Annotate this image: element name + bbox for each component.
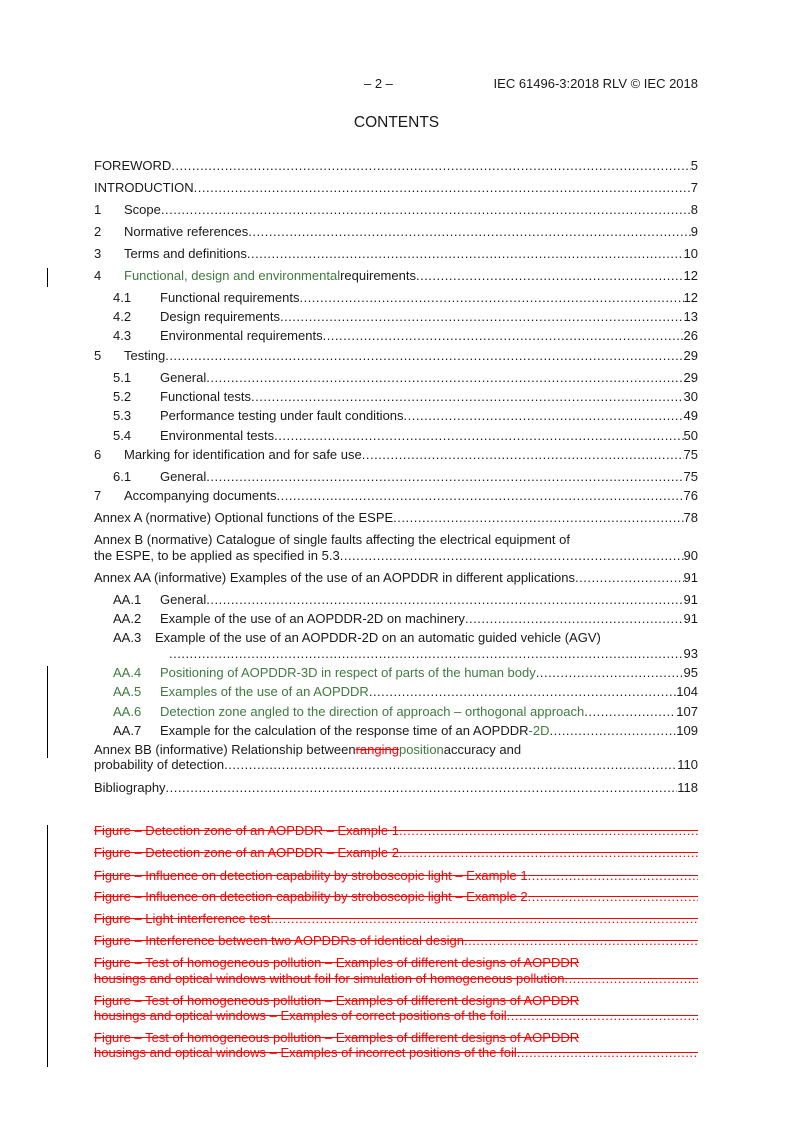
toc-entry-page: 30 (683, 389, 698, 404)
toc-entry-number: 6.1 (113, 469, 132, 484)
dot-leader (575, 570, 684, 586)
toc-entry-title: position (398, 742, 444, 757)
toc-entry-title: Terms and definitions (124, 246, 247, 261)
toc-entry[interactable] (94, 268, 698, 284)
toc-entry-number: 5.2 (113, 389, 132, 404)
toc-entry-title: requirements (340, 268, 416, 283)
figure-entry[interactable] (94, 1008, 698, 1024)
dot-leader (416, 268, 684, 284)
dot-leader (247, 246, 684, 262)
toc-entry-page: 10 (683, 246, 698, 261)
dot-leader (206, 370, 683, 386)
dot-leader (549, 723, 676, 739)
dot-leader (206, 469, 683, 485)
dot-leader (528, 889, 698, 905)
dot-leader (171, 158, 690, 174)
toc-entry-title: Scope (124, 202, 161, 217)
toc-entry-number: 4.2 (113, 309, 132, 324)
dot-leader (399, 823, 698, 839)
toc-entry[interactable] (94, 723, 698, 739)
indent (94, 646, 169, 662)
toc-entry-page: 9 (690, 224, 698, 239)
toc-entry-title: Marking for identification and for safe use (124, 447, 362, 462)
figure-entry[interactable] (94, 971, 698, 987)
toc-entry-page: 29 (683, 370, 698, 385)
figure-entry-title: housings and optical windows – Examples of correct positions of the foil (94, 1008, 507, 1023)
toc-entry-title: Testing (124, 348, 166, 363)
toc-entry-title: Annex A (normative) Optional functions of the ESPE (94, 510, 394, 525)
dot-leader (393, 510, 683, 526)
toc-entry-page: 110 (677, 757, 698, 772)
toc-entry[interactable] (94, 202, 698, 218)
toc-entry-page: 5 (690, 158, 698, 173)
dot-leader (369, 684, 676, 700)
toc-entry[interactable] (94, 328, 698, 344)
toc-entry-title: Environmental tests (160, 428, 275, 443)
toc-entry[interactable] (94, 592, 698, 608)
toc-entry-number: AA.4 (113, 665, 142, 680)
toc-entry[interactable] (94, 246, 698, 262)
figure-entry-title: Figure – Influence on detection capability by stroboscopic light – Example 2 (94, 889, 528, 904)
toc-entry[interactable] (94, 742, 698, 758)
dot-leader (206, 592, 683, 608)
toc-entry[interactable] (94, 532, 698, 548)
toc-entry-number: 5 (94, 348, 102, 363)
toc-entry[interactable] (94, 548, 698, 564)
toc-entry[interactable] (94, 389, 698, 405)
toc-entry-page: 78 (683, 510, 698, 525)
dot-leader (584, 704, 676, 720)
dot-leader (274, 428, 683, 444)
dot-leader (564, 971, 698, 987)
toc-entry-title: Design requirements (160, 309, 280, 324)
figure-entry-title: Figure – Influence on detection capability by stroboscopic light – Example 1 (94, 868, 528, 883)
figure-entry[interactable] (94, 845, 698, 861)
toc-entry[interactable] (94, 570, 698, 586)
toc-entry-title: Normative references (124, 224, 249, 239)
figure-entry-title: Figure – Test of homogeneous pollution – Examples of different designs of AOPDDR (94, 993, 580, 1008)
toc-entry-title: the ESPE, to be applied as specified in 5.3 (94, 548, 340, 563)
figure-entry-title: Figure – Test of homogeneous pollution – Examples of different designs of AOPDDR (94, 1030, 580, 1045)
toc-entry-title: Functional tests (160, 389, 252, 404)
toc-entry-number: 4.3 (113, 328, 132, 343)
figure-entry[interactable] (94, 993, 698, 1009)
figure-entry-title: Figure – Detection zone of an AOPDDR – Example 1 (94, 823, 399, 838)
standard-reference: IEC 61496-3:2018 RLV © IEC 2018 (493, 76, 698, 91)
toc-entry-page: 29 (683, 348, 698, 363)
dot-leader (166, 780, 678, 796)
figure-entry-title: Figure – Test of homogeneous pollution – Examples of different designs of AOPDDR (94, 955, 580, 970)
toc-entry-number: 6 (94, 447, 102, 462)
toc-entry-page: 8 (690, 202, 698, 217)
dot-leader (507, 1008, 698, 1024)
toc-entry[interactable] (94, 757, 698, 773)
figure-entry[interactable] (94, 823, 698, 839)
toc-entry-page: 12 (683, 290, 698, 305)
toc-entry[interactable] (94, 684, 698, 700)
toc-entry-number: 1 (94, 202, 102, 217)
toc-entry-page: 26 (683, 328, 698, 343)
figure-entry-title: Figure – Interference between two AOPDDRs of identical design (94, 933, 464, 948)
toc-entry-page: 7 (690, 180, 698, 195)
dot-leader (194, 180, 691, 196)
figure-entry[interactable] (94, 868, 698, 884)
toc-entry[interactable] (94, 447, 698, 463)
toc-entry[interactable] (94, 780, 698, 796)
toc-entry[interactable] (94, 630, 698, 646)
toc-entry-title: Environmental requirements (160, 328, 323, 343)
toc-entry-title: Examples of the use of an AOPDDR (160, 684, 369, 699)
toc-entry-number: AA.1 (113, 592, 142, 607)
toc-entry-page: 12 (683, 268, 698, 283)
toc-entry-page: 50 (683, 428, 698, 443)
dot-leader (248, 224, 690, 240)
change-bar (47, 666, 48, 758)
dot-leader (323, 328, 684, 344)
toc-entry-page: 93 (683, 646, 698, 661)
toc-entry-number: AA.6 (113, 704, 142, 719)
figure-entry[interactable] (94, 1045, 698, 1061)
toc-entry[interactable] (94, 428, 698, 444)
toc-entry-title: Accompanying documents (124, 488, 277, 503)
dot-leader (280, 309, 684, 325)
toc-entry-title: INTRODUCTION (94, 180, 194, 195)
toc-entry-title: Example for the calculation of the response time of an AOPDDR (160, 723, 529, 738)
toc-entry-title: FOREWORD (94, 158, 172, 173)
toc-entry-page: 95 (683, 665, 698, 680)
toc-entry-title: -2D (528, 723, 550, 738)
toc-entry-page: 75 (683, 447, 698, 462)
toc-entry-number: 5.4 (113, 428, 132, 443)
toc-entry[interactable] (94, 611, 698, 627)
dot-leader (517, 1045, 698, 1061)
toc-entry-number: 3 (94, 246, 102, 261)
dot-leader (270, 911, 698, 927)
toc-entry-page: 76 (683, 488, 698, 503)
toc-entry-page: 107 (676, 704, 698, 719)
figure-entry-title: Figure – Light interference test (94, 911, 271, 926)
change-bar (47, 825, 48, 1067)
toc-entry-number: 7 (94, 488, 102, 503)
toc-entry[interactable] (94, 224, 698, 240)
toc-entry-number: AA.2 (113, 611, 142, 626)
figure-entry[interactable] (94, 889, 698, 905)
dot-leader (299, 290, 683, 306)
figure-entry-title: housings and optical windows without foil for simulation of homogeneous pollution (94, 971, 565, 986)
dot-leader (251, 389, 683, 405)
toc-entry-title: accuracy and (443, 742, 522, 757)
toc-entry-number: AA.5 (113, 684, 142, 699)
toc-entry-title: Annex B (normative) Catalogue of single faults affecting the electrical equipment of (94, 532, 570, 547)
toc-entry-page: 109 (676, 723, 698, 738)
figure-entry[interactable] (94, 1030, 698, 1046)
toc-entry[interactable] (94, 180, 698, 196)
toc-entry-title: Annex BB (informative) Relationship between (94, 742, 356, 757)
toc-entry-number: AA.3 (113, 630, 142, 645)
toc-entry[interactable] (94, 290, 698, 306)
figure-entry-title: housings and optical windows – Examples of incorrect positions of the foil (94, 1045, 517, 1060)
dot-leader (536, 665, 684, 681)
toc-entry[interactable] (94, 408, 698, 424)
toc-entry-title: ranging (355, 742, 399, 757)
toc-entry-page: 75 (683, 469, 698, 484)
toc-entry[interactable] (94, 309, 698, 325)
toc-entry[interactable] (94, 348, 698, 364)
dot-leader (161, 202, 691, 218)
toc-entry-title: Example of the use of an AOPDDR-2D on machinery (160, 611, 465, 626)
figure-entry[interactable] (94, 911, 698, 927)
figure-entry-title: Figure – Detection zone of an AOPDDR – Example 2 (94, 845, 399, 860)
dot-leader (224, 757, 677, 773)
toc-entry[interactable] (94, 158, 698, 174)
toc-entry-number: 2 (94, 224, 102, 239)
toc-entry-number: 4 (94, 268, 102, 283)
toc-entry-page: 91 (683, 570, 698, 585)
toc-entry-title: Positioning of AOPDDR-3D in respect of parts of the human body (160, 665, 536, 680)
toc-entry-title: Example of the use of an AOPDDR-2D on an automatic guided vehicle (AGV) (155, 630, 601, 645)
dot-leader (399, 845, 698, 861)
toc-entry-page: 91 (683, 592, 698, 607)
toc-entry[interactable] (94, 488, 698, 504)
page-number: – 2 – (364, 76, 393, 91)
toc-entry[interactable] (94, 370, 698, 386)
toc-entry[interactable] (94, 665, 698, 681)
dot-leader (464, 933, 698, 949)
toc-entry-title: Bibliography (94, 780, 166, 795)
dot-leader (276, 488, 683, 504)
toc-entry[interactable] (94, 510, 698, 526)
toc-entry-page: 118 (677, 780, 698, 795)
toc-entry[interactable] (94, 704, 698, 720)
toc-entry[interactable] (94, 469, 698, 485)
dot-leader (404, 408, 684, 424)
change-bar (47, 268, 48, 287)
toc-entry-number: 5.1 (113, 370, 132, 385)
figure-entry[interactable] (94, 933, 698, 949)
page-title: CONTENTS (353, 114, 440, 131)
dot-leader (465, 611, 684, 627)
toc-entry-title: General (160, 592, 207, 607)
toc-entry-title: Functional requirements (160, 290, 300, 305)
toc-entry-page: 104 (676, 684, 698, 699)
toc-entry-title: Detection zone angled to the direction of approach – orthogonal approach (160, 704, 585, 719)
dot-leader (528, 868, 698, 884)
toc-entry-page: 13 (683, 309, 698, 324)
toc-entry-page: 91 (683, 611, 698, 626)
figure-entry[interactable] (94, 955, 698, 971)
dot-leader (165, 348, 683, 364)
toc-entry-number: 4.1 (113, 290, 132, 305)
toc-entry-number: AA.7 (113, 723, 142, 738)
dot-leader (362, 447, 684, 463)
toc-entry-number: 5.3 (113, 408, 132, 423)
toc-entry-title: Functional, design and environmental (124, 268, 341, 283)
toc-entry-page: 49 (683, 408, 698, 423)
toc-entry-page: 90 (683, 548, 698, 563)
toc-entry-title: Performance testing under fault conditions (160, 408, 404, 423)
toc-entry-title: Annex AA (informative) Examples of the use of an AOPDDR in different applications (94, 570, 576, 585)
dot-leader (169, 646, 684, 662)
toc-entry-title: General (160, 370, 207, 385)
toc-entry-title: General (160, 469, 207, 484)
dot-leader (340, 548, 684, 564)
toc-entry[interactable] (94, 646, 698, 662)
toc-entry-title: probability of detection (94, 757, 225, 772)
